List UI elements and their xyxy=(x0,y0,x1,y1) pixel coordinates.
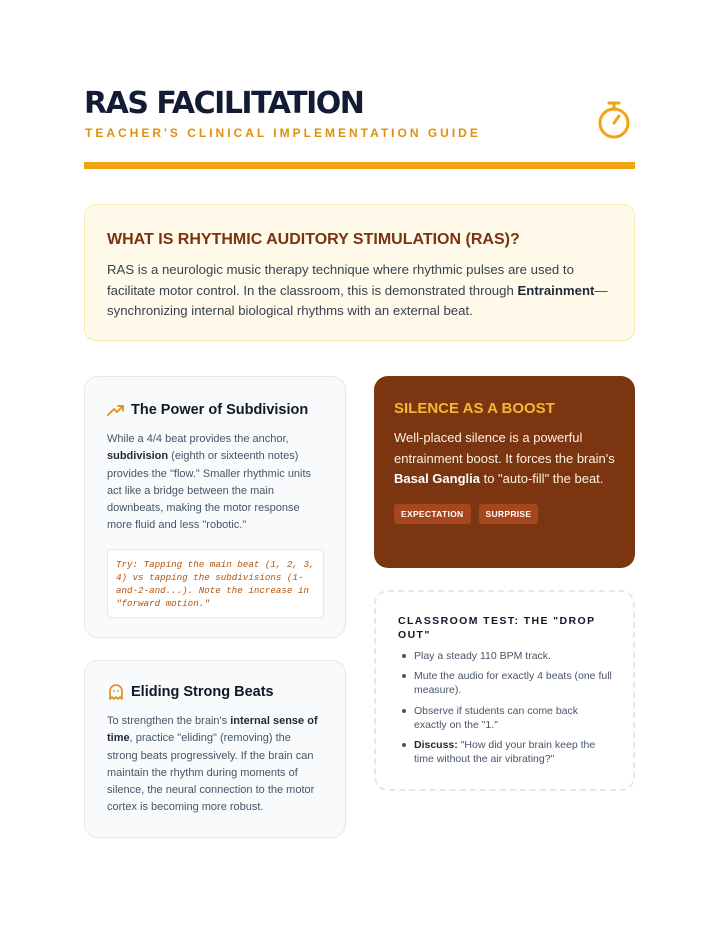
classroom-test-box xyxy=(374,590,635,791)
trending-up-icon xyxy=(107,401,125,419)
subdivision-heading: The Power of Subdivision xyxy=(131,402,309,418)
silence-text: Well-placed silence is a powerful entrainment boost. It forces the brain's Basal Ganglia to "auto-fill" the beat. xyxy=(394,430,615,486)
list-item: Observe if students can come back exactly on the "1." xyxy=(398,704,613,732)
list-item: Mute the audio for exactly 4 beats (one full measure). xyxy=(398,669,613,697)
header-rule xyxy=(84,162,635,169)
list-item: Play a steady 110 BPM track. xyxy=(398,649,613,663)
subdivision-text: While a 4/4 beat provides the anchor, subdivision (eighth or sixteenth notes) provides the "flow." Smaller rhythmic units act like a bridge between the main downbeats, making the motor response more fluid and less "robotic." xyxy=(107,433,312,532)
test-heading: CLASSROOM TEST: THE "DROP OUT" xyxy=(398,615,596,641)
silence-heading: SILENCE AS A BOOST xyxy=(394,400,555,417)
try-box: Try: Tapping the main beat (1, 2, 3, 4) vs tapping the subdivisions (1-and-2-and...). Note the increase in "forward motion." xyxy=(107,549,324,618)
test-list xyxy=(398,649,613,766)
ghost-icon xyxy=(107,683,125,701)
tag-list xyxy=(394,504,615,524)
stopwatch-icon xyxy=(597,100,631,140)
eliding-text: To strengthen the brain's internal sense of time, practice "eliding" (removing) the strong beats progressively. If the brain can maintain the rhythm during moments of silence, the neural connection to the motor cortex is becoming more robust. xyxy=(107,715,318,814)
page-subtitle: TEACHER'S CLINICAL IMPLEMENTATION GUIDE xyxy=(85,126,481,140)
page-title: RAS FACILITATION xyxy=(84,86,364,121)
tag-surprise: SURPRISE xyxy=(479,504,539,524)
silence-card xyxy=(374,376,635,568)
intro-heading: WHAT IS RHYTHMIC AUDITORY STIMULATION (RAS)? xyxy=(107,231,520,248)
tag-expectation: EXPECTATION xyxy=(394,504,471,524)
intro-text: RAS is a neurologic music therapy technique where rhythmic pulses are used to facilitate motor control. In the classroom, this is demonstrated through Entrainment—synchronizing internal biological rhythms with an external beat. xyxy=(107,262,608,318)
eliding-heading: Eliding Strong Beats xyxy=(131,684,274,700)
list-item: Discuss: "How did your brain keep the time without the air vibrating?" xyxy=(398,738,613,766)
eliding-card xyxy=(84,660,346,838)
subdivision-card xyxy=(84,376,346,638)
intro-box xyxy=(84,204,635,341)
